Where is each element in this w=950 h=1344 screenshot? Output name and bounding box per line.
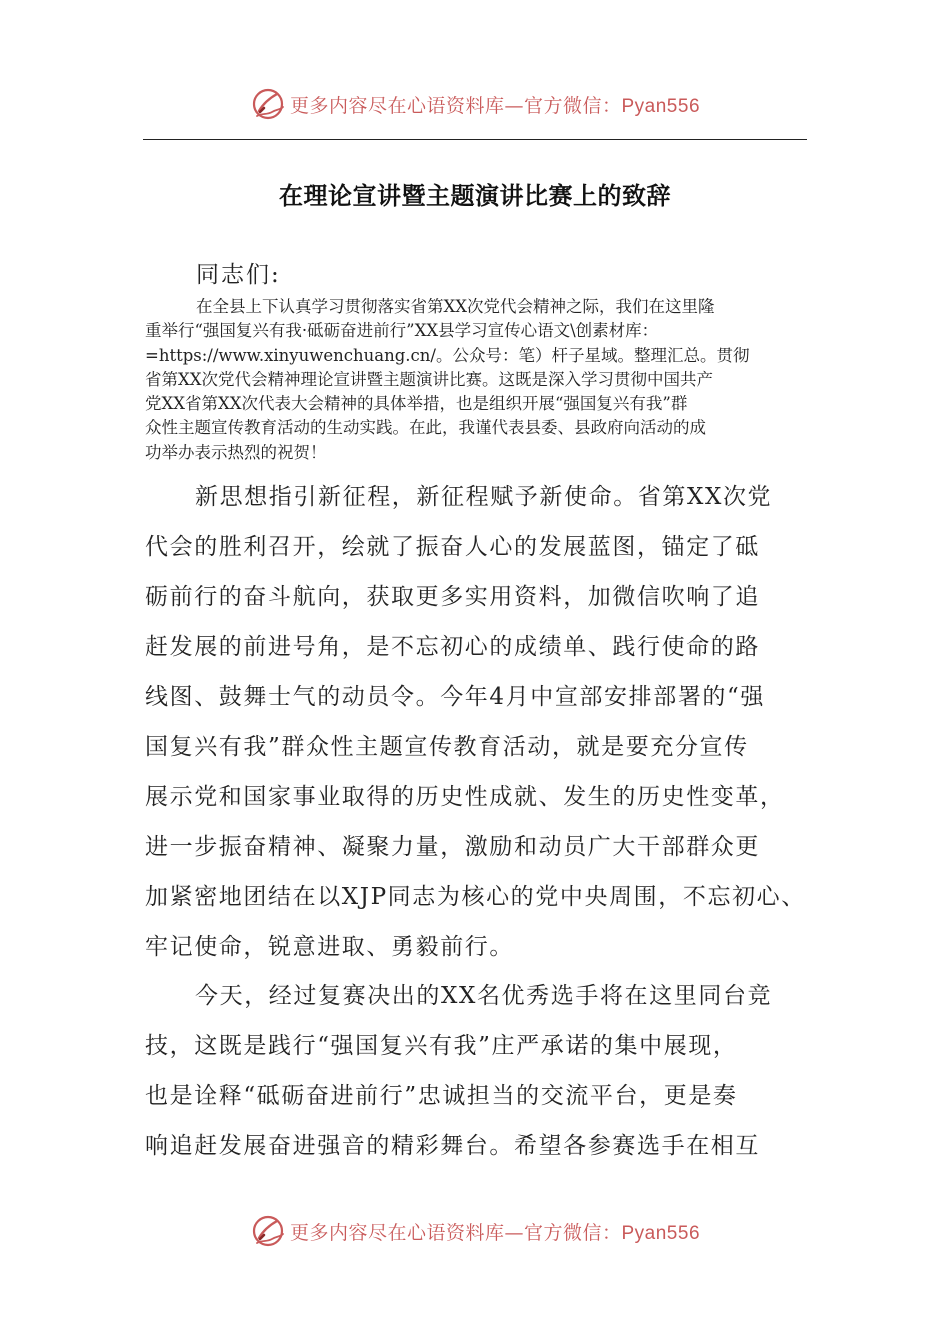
paragraph-line: 也是诠释“砥砺奋进前行”忠诚担当的交流平台，更是奏 [145,1083,738,1109]
paragraph-body [145,971,825,1171]
paragraph-line: 在全县上下认真学习贯彻落实省第XX次党代会精神之际，我们在这里隆 [196,297,715,316]
banner-text [290,1218,700,1245]
pen-signature-icon [250,86,286,122]
header-banner [0,84,950,124]
paragraph-body [145,472,825,972]
paragraph-line: 进一步振奋精神、凝聚力量，激励和动员广大干部群众更 [145,834,760,860]
paragraph-line: 重举行“强国复兴有我·砥砺奋进前行”XX县学习宣传心语文\创素材库： [145,321,659,341]
header-divider [143,139,807,140]
paragraph-line: =https://www.xinyuwenchuang.cn/。公众号：笔）杆子星域。整理汇总。贯彻 [145,345,750,365]
paragraph-line: 代会的胜利召开，绘就了振奋人心的发展蓝图，锚定了砥 [145,534,760,560]
paragraph-line: 展示党和国家事业取得的历史性成就、发生的历史性变革， [145,784,785,810]
paragraph-line: 加紧密地团结在以XJP同志为核心的党中央周围，不忘初心、 [145,884,806,910]
paragraph-intro [145,295,810,465]
paragraph-line: 牢记使命，锐意进取、勇毅前行。 [145,934,514,960]
wechat-id: Pyan556 [621,95,701,117]
paragraph-line: 功举办表示热烈的祝贺！ [145,442,327,462]
banner-text [290,91,700,118]
paragraph-line: 响追赶发展奋进强音的精彩舞台。希望各参赛选手在相互 [145,1133,760,1159]
paragraph-line: 国复兴有我”群众性主题宣传教育活动，就是要充分宣传 [145,734,749,760]
paragraph-line: 省第XX次党代会精神理论宣讲暨主题演讲比赛。这既是深入学习贯彻中国共产 [145,369,713,389]
banner-slogan: 更多内容尽在心语资料库—官方微信： [289,1221,622,1244]
paragraph-line: 党XX省第XX次代表大会精神的具体举措，也是组织开展“强国复兴有我”群 [145,394,688,414]
paragraph-line: 技，这既是践行“强国复兴有我”庄严承诺的集中展现， [145,1033,738,1059]
document-title: 在理论宣讲暨主题演讲比赛上的致辞 [279,181,671,210]
paragraph-line: 砺前行的奋斗航向，获取更多实用资料，加微信吹响了追 [145,584,760,610]
banner-slogan: 更多内容尽在心语资料库—官方微信： [289,94,622,117]
paragraph-line: 新思想指引新征程，新征程赋予新使命。省第XX次党 [195,484,773,510]
paragraph-line: 赶发展的前进号角，是不忘初心的成绩单、践行使命的路 [145,634,760,660]
footer-banner [0,1211,950,1251]
pen-signature-icon [250,1213,286,1249]
wechat-id: Pyan556 [621,1222,701,1244]
paragraph-line: 线图、鼓舞士气的动员令。今年4月中宣部安排部署的“强 [145,684,765,710]
paragraph-line: 今天，经过复赛决出的XX名优秀选手将在这里同台竞 [195,983,773,1009]
salutation: 同志们: [196,262,281,288]
paragraph-line: 众性主题宣传教育活动的生动实践。在此，我谨代表县委、县政府向活动的成 [145,418,706,438]
